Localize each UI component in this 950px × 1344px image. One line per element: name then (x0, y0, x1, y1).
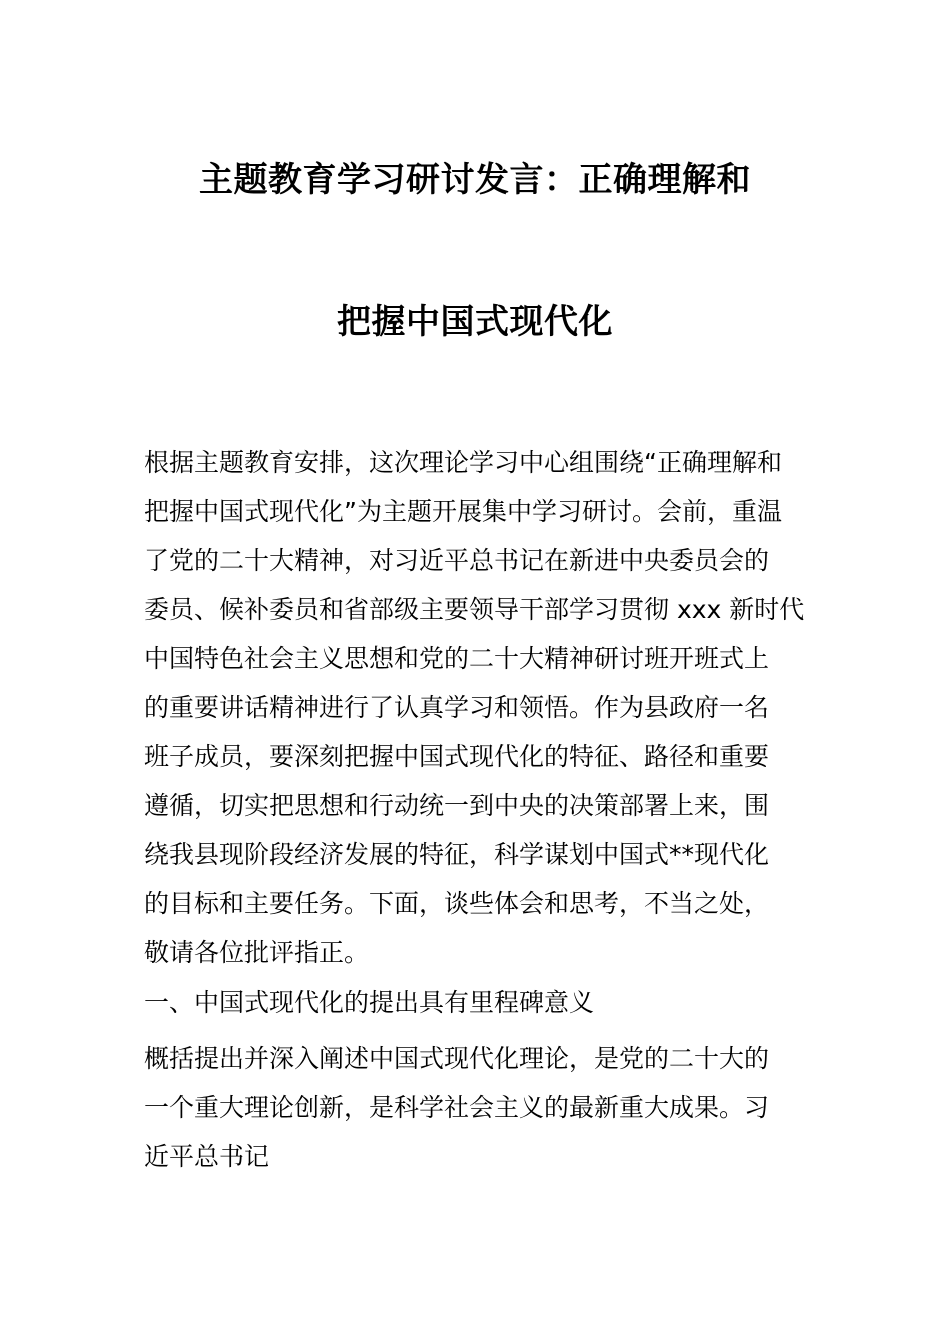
paragraph-line: 班子成员，要深刻把握中国式现代化的特征、路径和重要 (144, 742, 770, 771)
section-1-paragraph (144, 1034, 812, 1181)
section-heading-1: 一、中国式现代化的提出具有里程碑意义 (144, 988, 595, 1017)
paragraph-line: 敬请各位批评指正。 (144, 938, 370, 967)
paragraph-line: 根据主题教育安排，这次理论学习中心组围绕“正确理解和 (144, 448, 782, 477)
intro-paragraph (144, 438, 812, 977)
paragraph-line: 了党的二十大精神，对习近平总书记在新进中央委员会的 (144, 546, 770, 575)
paragraph-line: 一个重大理论创新，是科学社会主义的最新重大成果。习 (144, 1093, 770, 1122)
paragraph-line: 的目标和主要任务。下面，谈些体会和思考，不当之处， (144, 889, 770, 918)
document-title-line-2: 把握中国式现代化 (337, 302, 613, 342)
paragraph-line: 把握中国式现代化”为主题开展集中学习研讨。会前，重温 (144, 497, 782, 526)
paragraph-line: 近平总书记 (144, 1142, 270, 1171)
paragraph-line: 绕我县现阶段经济发展的特征，科学谋划中国式**现代化 (144, 840, 770, 869)
paragraph-line: 委员、候补委员和省部级主要领导干部学习贯彻 xxx 新时代 (144, 595, 805, 624)
document-title-line-1: 主题教育学习研讨发言：正确理解和 (199, 160, 751, 200)
paragraph-line: 遵循，切实把思想和行动统一到中央的决策部署上来，围 (144, 791, 770, 820)
paragraph-line: 概括提出并深入阐述中国式现代化理论，是党的二十大的 (144, 1044, 770, 1073)
paragraph-line: 的重要讲话精神进行了认真学习和领悟。作为县政府一名 (144, 693, 770, 722)
paragraph-line: 中国特色社会主义思想和党的二十大精神研讨班开班式上 (144, 644, 770, 673)
